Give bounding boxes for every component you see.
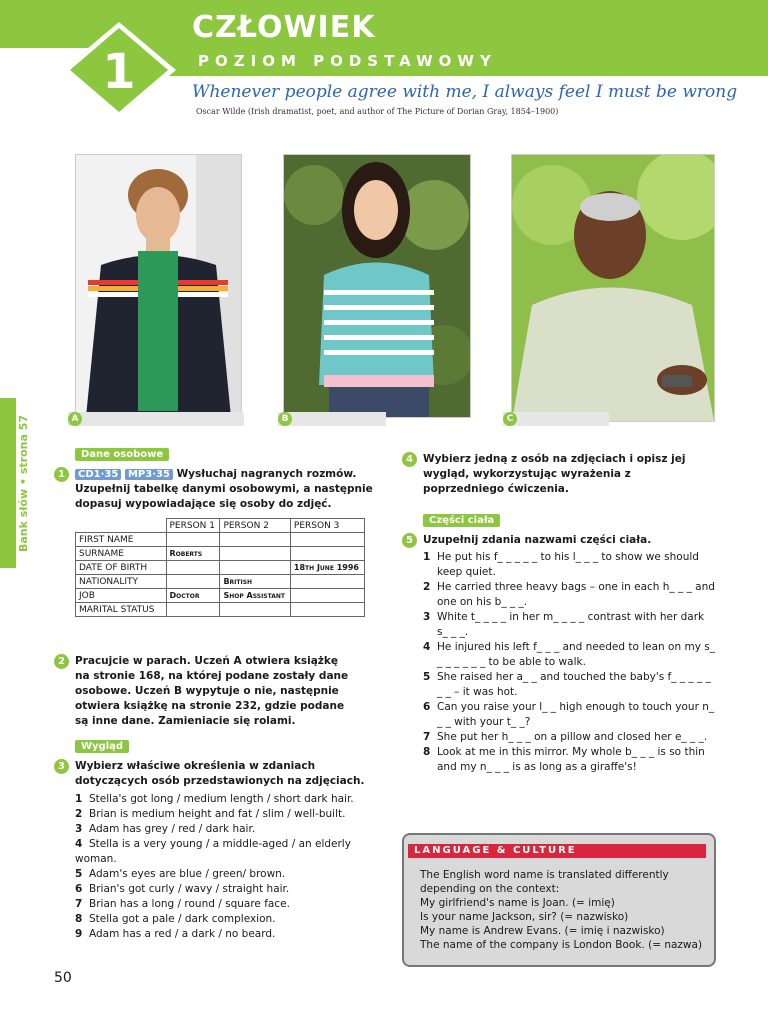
table-cell[interactable] bbox=[220, 533, 290, 547]
table-cell[interactable] bbox=[290, 575, 364, 589]
list-item: 2 He carried three heavy bags – one in each h_ _ _ and one on his b_ _ _. bbox=[423, 581, 715, 608]
table-cell[interactable] bbox=[290, 589, 364, 603]
list-item: 9 Adam has a red / a dark / no beard. bbox=[75, 928, 276, 940]
table-header-cell: PERSON 2 bbox=[220, 519, 290, 533]
list-item: 7 She put her h_ _ _ on a pillow and closed her e_ _ _. bbox=[423, 731, 708, 743]
page-number: 50 bbox=[54, 970, 72, 986]
photo-b-label-bar bbox=[278, 412, 386, 426]
mp3-track-badge[interactable]: MP3·35 bbox=[125, 469, 173, 480]
table-cell[interactable] bbox=[220, 561, 290, 575]
table-row bbox=[76, 547, 365, 561]
cd-track-badge[interactable]: CD1·35 bbox=[75, 469, 121, 480]
list-item: 3 Adam has grey / red / dark hair. bbox=[75, 823, 256, 835]
exercise-number-5: 5 bbox=[402, 533, 417, 548]
exercise-5-instruction: Uzupełnij zdania nazwami części ciała. bbox=[423, 534, 652, 546]
table-row-label: MARITAL STATUS bbox=[76, 603, 167, 617]
table-cell[interactable]: Shop Assistant bbox=[220, 589, 290, 603]
list-item: 2 Brian is medium height and fat / slim / well-built. bbox=[75, 808, 346, 820]
table-cell[interactable] bbox=[166, 575, 220, 589]
side-tab bbox=[0, 398, 16, 568]
side-tab-label: Bank słów • strona 57 bbox=[17, 414, 30, 552]
photo-c-letter: C bbox=[503, 412, 517, 426]
table-row bbox=[76, 561, 365, 575]
lc-line: The name of the company is London Book. (= nazwa) bbox=[420, 939, 703, 951]
page-subtitle: POZIOM PODSTAWOWY bbox=[198, 52, 497, 70]
table-cell[interactable] bbox=[220, 603, 290, 617]
table-cell[interactable] bbox=[220, 547, 290, 561]
table-cell[interactable]: British bbox=[220, 575, 290, 589]
table-row-label: NATIONALITY bbox=[76, 575, 167, 589]
list-item: 5 Adam's eyes are blue / green/ brown. bbox=[75, 868, 286, 880]
table-cell[interactable] bbox=[166, 603, 220, 617]
list-item: 1 Stella's got long / medium length / short dark hair. bbox=[75, 793, 354, 805]
page-title: CZŁOWIEK bbox=[192, 10, 376, 45]
exercise-4-instruction: Wybierz jedną z osób na zdjęciach i opisz jej wygląd, wykorzystując wyrażenia z poprzedniego ćwiczenia. bbox=[423, 453, 686, 495]
photo-b-letter: B bbox=[278, 412, 292, 426]
table-cell[interactable] bbox=[290, 533, 364, 547]
exercise-3-instruction: Wybierz właściwe określenia w zdaniach dotyczących osób przedstawionych na zdjęciach. bbox=[75, 760, 365, 787]
personal-data-table bbox=[75, 518, 365, 617]
list-item: 4 He injured his left f_ _ _ and needed to lean on my s_ _ _ _ _ _ _ to be able to walk. bbox=[423, 641, 715, 668]
lc-line: My name is Andrew Evans. (= imię i nazwisko) bbox=[420, 925, 665, 937]
list-item: 5 She raised her a_ _ and touched the baby's f_ _ _ _ _ _ _ – it was hot. bbox=[423, 671, 711, 698]
table-cell[interactable] bbox=[290, 603, 364, 617]
chapter-number: 1 bbox=[102, 44, 136, 100]
table-row bbox=[76, 533, 365, 547]
table-row bbox=[76, 603, 365, 617]
quote-author: Oscar Wilde (Irish dramatist, poet, and author of The Picture of Dorian Gray, 1854–1900) bbox=[196, 107, 559, 116]
table-header-cell: PERSON 1 bbox=[166, 519, 220, 533]
table-header-cell bbox=[76, 519, 167, 533]
lc-line: Is your name Jackson, sir? (= nazwisko) bbox=[420, 911, 629, 923]
exercise-number-2: 2 bbox=[54, 654, 69, 669]
table-row bbox=[76, 575, 365, 589]
language-culture-title: LANGUAGE & CULTURE bbox=[408, 844, 706, 858]
list-item: 7 Brian has a long / round / square face. bbox=[75, 898, 290, 910]
photo-c bbox=[511, 154, 715, 422]
photo-b bbox=[283, 154, 471, 418]
table-cell[interactable]: 18th June 1996 bbox=[290, 561, 364, 575]
table-row-label: JOB bbox=[76, 589, 167, 603]
photo-a-letter: A bbox=[68, 412, 82, 426]
list-item: 1 He put his f_ _ _ _ _ to his l_ _ _ to show we should keep quiet. bbox=[423, 551, 699, 578]
table-row bbox=[76, 589, 365, 603]
list-item: 3 White t_ _ _ _ in her m_ _ _ _ contrast with her dark s_ _ _. bbox=[423, 611, 705, 638]
table-header-row bbox=[76, 519, 365, 533]
exercise-1-instruction bbox=[75, 467, 375, 512]
exercise-2-instruction: Pracujcie w parach. Uczeń A otwiera książkę na stronie 168, na której podane zostały dane osobowe. Uczeń B wypytuje o nie, następnie otwiera książkę na stronie 232, gdzie podane są inne dane. Zamieniacie się rolami. bbox=[75, 655, 349, 727]
lc-line: The English word name is translated differently bbox=[420, 869, 669, 881]
photo-a-label-bar bbox=[68, 412, 244, 426]
exercise-3-list bbox=[75, 792, 375, 942]
table-row-label: FIRST NAME bbox=[76, 533, 167, 547]
photo-a bbox=[75, 154, 242, 418]
exercise-number-3: 3 bbox=[54, 759, 69, 774]
language-culture-text bbox=[420, 868, 705, 952]
table-cell[interactable] bbox=[166, 533, 220, 547]
list-item: 4 Stella is a very young / a middle-aged / an elderly woman. bbox=[75, 838, 351, 865]
table-cell[interactable] bbox=[166, 561, 220, 575]
list-item: 6 Brian's got curly / wavy / straight hair. bbox=[75, 883, 290, 895]
section-tag-appearance: Wygląd bbox=[75, 740, 129, 753]
list-item: 8 Stella got a pale / dark complexion. bbox=[75, 913, 276, 925]
table-row-label: SURNAME bbox=[76, 547, 167, 561]
table-cell[interactable]: Doctor bbox=[166, 589, 220, 603]
exercise-5-list bbox=[423, 550, 715, 775]
section-tag-personal-data: Dane osobowe bbox=[75, 448, 169, 461]
table-row-label: DATE OF BIRTH bbox=[76, 561, 167, 575]
quote: Whenever people agree with me, I always feel I must be wrong bbox=[192, 82, 738, 102]
chapter-badge bbox=[60, 20, 178, 120]
exercise-1-text: Wysłuchaj nagranych rozmów. Uzupełnij tabelkę danymi osobowymi, a następnie dopasuj wypowiadające się osoby do zdjęć. bbox=[75, 468, 373, 510]
list-item: 8 Look at me in this mirror. My whole b_ _ _ is so thin and my n_ _ _ is as long as a giraffe's! bbox=[423, 746, 705, 773]
lc-line: My girlfriend's name is Joan. (= imię) bbox=[420, 897, 615, 909]
lc-line: depending on the context: bbox=[420, 883, 560, 895]
exercise-number-1: 1 bbox=[54, 467, 69, 482]
table-header-cell: PERSON 3 bbox=[290, 519, 364, 533]
table-cell[interactable] bbox=[290, 547, 364, 561]
table-cell[interactable]: Roberts bbox=[166, 547, 220, 561]
section-tag-body-parts: Części ciała bbox=[423, 514, 500, 527]
list-item: 6 Can you raise your l_ _ high enough to touch your n_ _ _ with your t_ _? bbox=[423, 701, 715, 728]
exercise-number-4: 4 bbox=[402, 452, 417, 467]
photo-c-label-bar bbox=[503, 412, 609, 426]
